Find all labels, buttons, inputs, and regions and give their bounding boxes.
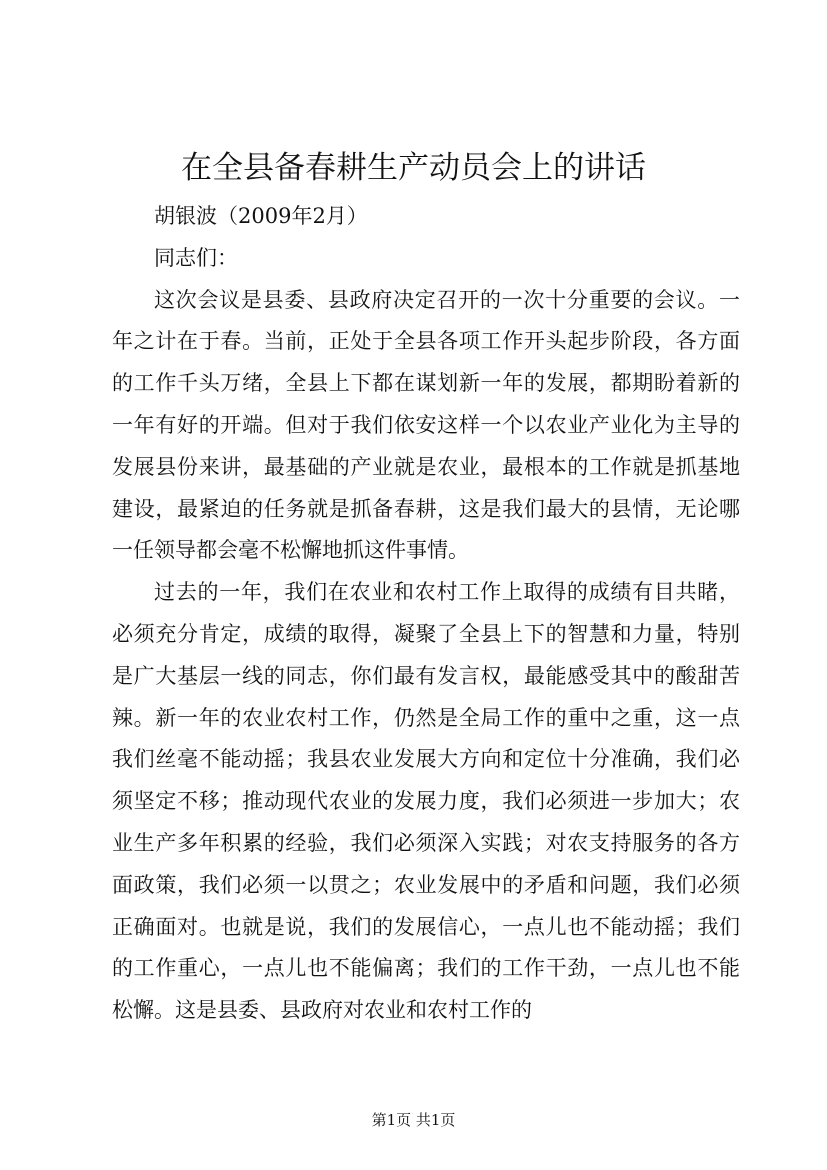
document-title: 在全县备春耕生产动员会上的讲话 [181,150,646,186]
body-paragraph: 过去的一年，我们在农业和农村工作上取得的成绩有目共睹，必须充分肯定，成绩的取得，凝聚了全县上下的智慧和力量，特别是广大基层一线的同志，你们最有发言权，最能感受其中的酸甜苦辣。新一年的农业农村工作，仍然是全局工作的重中之重，这一点我们丝毫不能动摇；我县农业发展大方向和定位十分准确，我们必须坚定不移；推动现代农业的发展力度，我们必须进一步加大；农业生产多年积累的经验，我们必须深入实践；对农支持服务的各方面政策，我们必须一以贯之；农业发展中的矛盾和问题，我们必须正确面对。也就是说，我们的发展信心，一点儿也不能动摇；我们的工作重心，一点儿也不能偏离；我们的工作干劲，一点儿也不能松懈。这是县委、县政府对农业和农村工作的 [112,580,740,1023]
body-paragraph: 这次会议是县委、县政府决定召开的一次十分重要的会议。一年之计在于春。当前，正处于全县各项工作开头起步阶段，各方面的工作千头万绪，全县上下都在谋划新一年的发展，都期盼着新的一年有好的开端。但对于我们依安这样一个以农业产业化为主导的发展县份来讲，最基础的产业就是农业，最根本的工作就是抓基地建设，最紧迫的任务就是抓备春耕，这是我们最大的县情，无论哪一任领导都会毫不松懈地抓这件事情。 [112,287,740,563]
document-body [112,196,740,1032]
author-line: 胡银波（2009年2月） [154,204,368,228]
page-footer: 第1页 共1页 [371,1111,456,1129]
salutation: 同志们： [154,245,238,270]
